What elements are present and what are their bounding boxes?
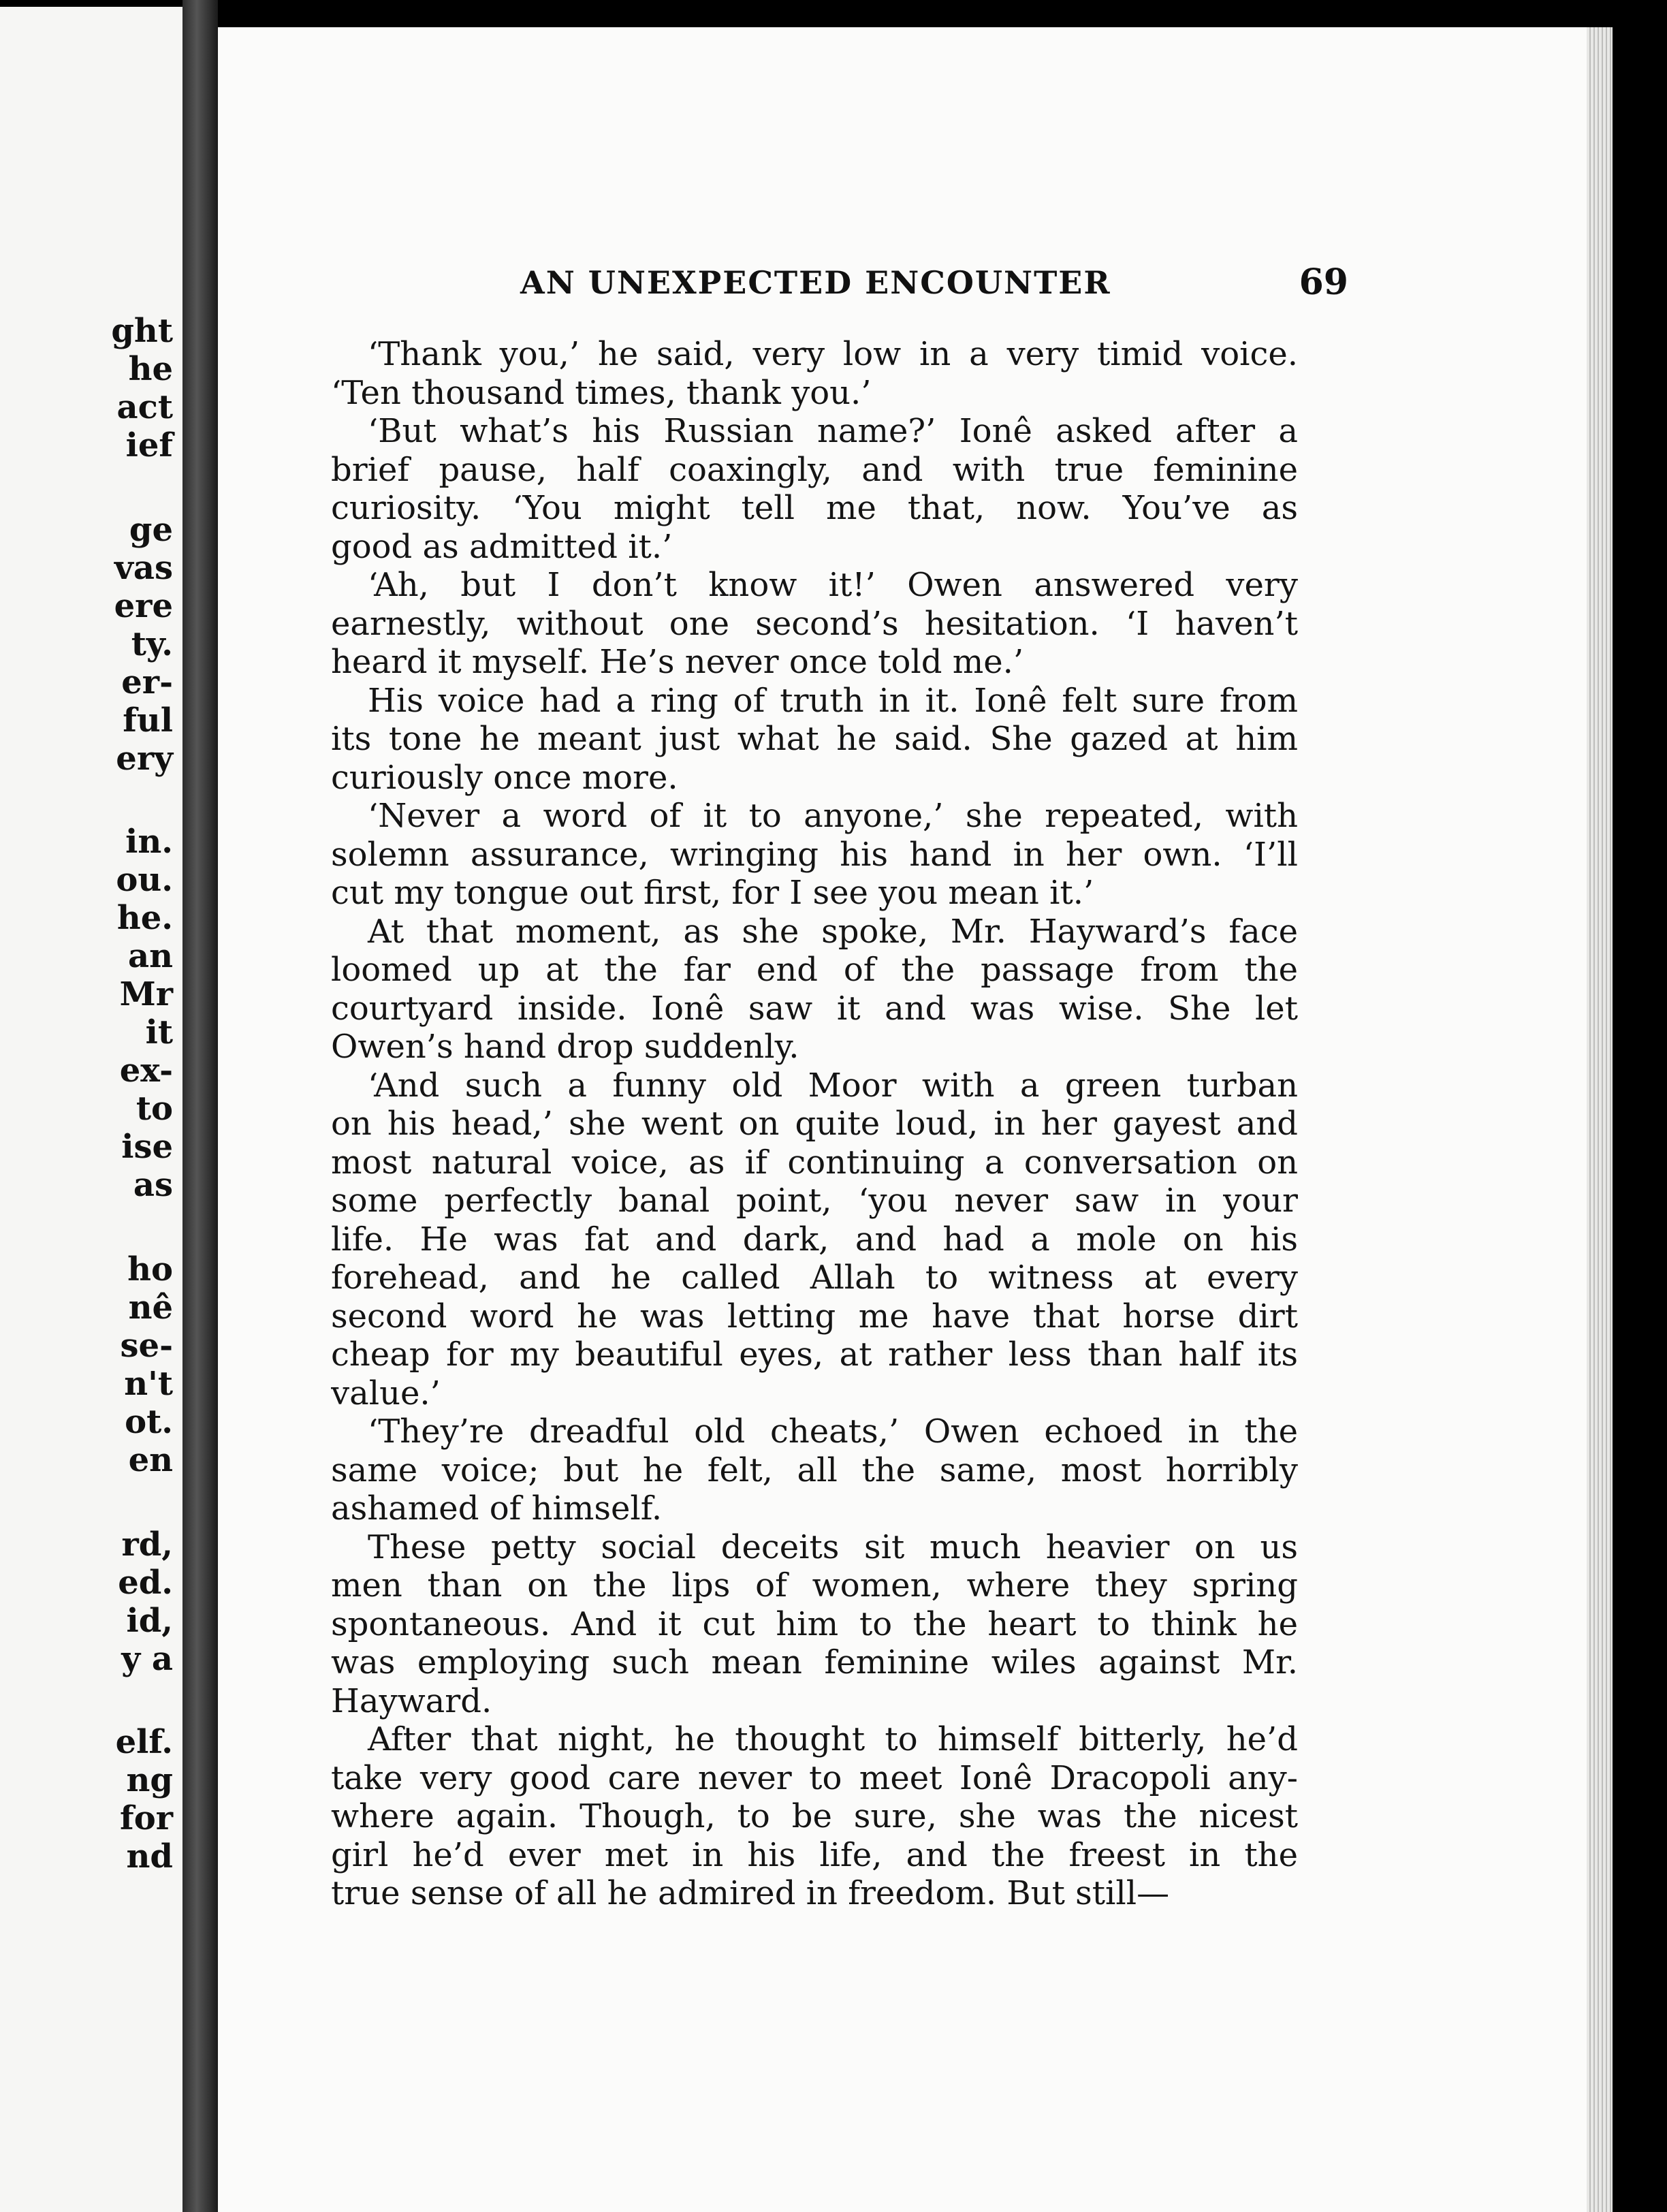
text-line: was employing such mean feminine wiles against Mr.: [331, 1643, 1298, 1681]
left-page-fragment: ful: [123, 701, 173, 740]
text-line: forehead, and he called Allah to witness at every: [331, 1259, 1298, 1297]
text-line: ‘They’re dreadful old cheats,’ Owen echoed in the: [368, 1412, 1298, 1451]
left-page-fragment: ief: [125, 426, 173, 464]
text-line: its tone he meant just what he said. She gazed at him: [331, 720, 1298, 758]
left-page-fragment: ot.: [125, 1403, 173, 1441]
text-line: girl he’d ever met in his life, and the freest in the: [331, 1835, 1298, 1874]
text-line: true sense of all he admired in freedom. But still—: [331, 1874, 1170, 1912]
text-line: courtyard inside. Ionê saw it and was wise. She let: [331, 989, 1298, 1028]
text-line: some perfectly banal point, ‘you never saw in your: [331, 1182, 1298, 1220]
text-line: Owen’s hand drop suddenly.: [331, 1028, 799, 1066]
left-page-fragment: ge: [129, 511, 173, 549]
left-page-fragment: he: [128, 350, 173, 388]
text-line: where again. Though, to be sure, she was the nicest: [331, 1797, 1298, 1835]
text-line: brief pause, half coaxingly, and with true feminine: [331, 450, 1298, 489]
left-page-fragment: n't: [124, 1365, 173, 1403]
text-line: take very good care never to meet Ionê Dracopoli any-: [331, 1758, 1298, 1797]
left-page-fragment: nê: [128, 1289, 173, 1327]
text-line: Hayward.: [331, 1681, 492, 1720]
text-line: solemn assurance, wringing his hand in her own. ‘I’ll: [331, 835, 1298, 874]
left-page-fragment: nd: [126, 1837, 173, 1876]
left-page-fragment: ise: [121, 1128, 173, 1166]
text-line: value.’: [331, 1374, 441, 1412]
left-page-fragment: ho: [127, 1250, 173, 1289]
text-line: curiosity. ‘You might tell me that, now. You’ve as: [331, 489, 1298, 527]
left-page-fragment: ght: [111, 312, 173, 350]
left-page-fragment: elf.: [115, 1723, 173, 1761]
page-edges: [1587, 27, 1613, 2212]
text-line: heard it myself. He’s never once told me.’: [331, 643, 1024, 681]
left-page-fragment: ery: [116, 740, 173, 778]
left-page-fragment: in.: [125, 823, 173, 861]
left-page-fragment: Mr: [119, 975, 173, 1013]
left-page-fragment: he.: [116, 899, 173, 937]
left-page-fragment: ou.: [116, 861, 173, 899]
left-page-fragment: er-: [121, 663, 173, 701]
text-line: men than on the lips of women, where they spring: [331, 1566, 1298, 1605]
left-page-fragment: ere: [114, 587, 173, 625]
text-line: loomed up at the far end of the passage from the: [331, 951, 1298, 989]
left-page-fragment: y a: [121, 1640, 173, 1678]
left-page-fragment: rd,: [121, 1526, 173, 1564]
text-line: ashamed of himself.: [331, 1489, 663, 1528]
text-line: ‘But what’s his Russian name?’ Ionê asked after a: [368, 412, 1298, 450]
text-line: earnestly, without one second’s hesitation. ‘I haven’t: [331, 604, 1298, 643]
left-page-fragment: ex-: [119, 1052, 173, 1090]
previous-page: [0, 7, 185, 2212]
page-number: 69: [1299, 262, 1348, 303]
left-page-fragment: vas: [114, 549, 173, 587]
text-line: ‘Never a word of it to anyone,’ she repeated, with: [368, 797, 1298, 835]
text-line: spontaneous. And it cut him to the heart to think he: [331, 1605, 1298, 1643]
running-head-title: AN UNEXPECTED ENCOUNTER: [520, 264, 1111, 301]
text-line: These petty social deceits sit much heavier on us: [368, 1528, 1298, 1566]
text-line: cut my tongue out first, for I see you mean it.’: [331, 874, 1094, 912]
left-page-fragment: an: [128, 937, 173, 975]
text-line: on his head,’ she went on quite loud, in her gayest and: [331, 1105, 1298, 1143]
body-text: [331, 335, 1298, 1913]
running-head: [300, 264, 1348, 319]
left-page-fragment: ng: [126, 1761, 173, 1799]
left-page-fragment: id,: [126, 1602, 173, 1640]
left-page-fragment: it: [145, 1013, 173, 1052]
book-gutter: [182, 0, 218, 2212]
background-shadow: [1613, 27, 1667, 2212]
text-line: good as admitted it.’: [331, 527, 673, 566]
text-line: most natural voice, as if continuing a conversation on: [331, 1143, 1298, 1182]
left-page-fragment: ty.: [131, 625, 173, 663]
text-line: ‘Ah, but I don’t know it!’ Owen answered very: [368, 566, 1298, 604]
left-page-fragment: se-: [120, 1327, 173, 1365]
left-page-fragment: act: [116, 388, 173, 426]
text-line: ‘Thank you,’ he said, very low in a very timid voice.: [368, 335, 1298, 373]
text-line: ‘Ten thousand times, thank you.’: [331, 373, 872, 412]
left-page-fragment: as: [133, 1166, 173, 1204]
text-line: curiously once more.: [331, 758, 678, 797]
text-line: At that moment, as she spoke, Mr. Hayward’s face: [368, 912, 1298, 951]
text-line: same voice; but he felt, all the same, most horribly: [331, 1451, 1298, 1489]
text-line: After that night, he thought to himself bitterly, he’d: [368, 1720, 1298, 1758]
text-line: His voice had a ring of truth in it. Ionê felt sure from: [368, 681, 1298, 720]
text-line: second word he was letting me have that horse dirt: [331, 1297, 1298, 1336]
left-page-fragment: en: [128, 1441, 173, 1479]
left-page-fragment: for: [120, 1799, 173, 1837]
text-line: cheap for my beautiful eyes, at rather less than half its: [331, 1336, 1298, 1374]
left-page-fragment: ed.: [118, 1564, 173, 1602]
left-page-fragment: to: [136, 1090, 173, 1128]
text-line: life. He was fat and dark, and had a mole on his: [331, 1220, 1298, 1259]
text-line: ‘And such a funny old Moor with a green turban: [368, 1066, 1298, 1105]
